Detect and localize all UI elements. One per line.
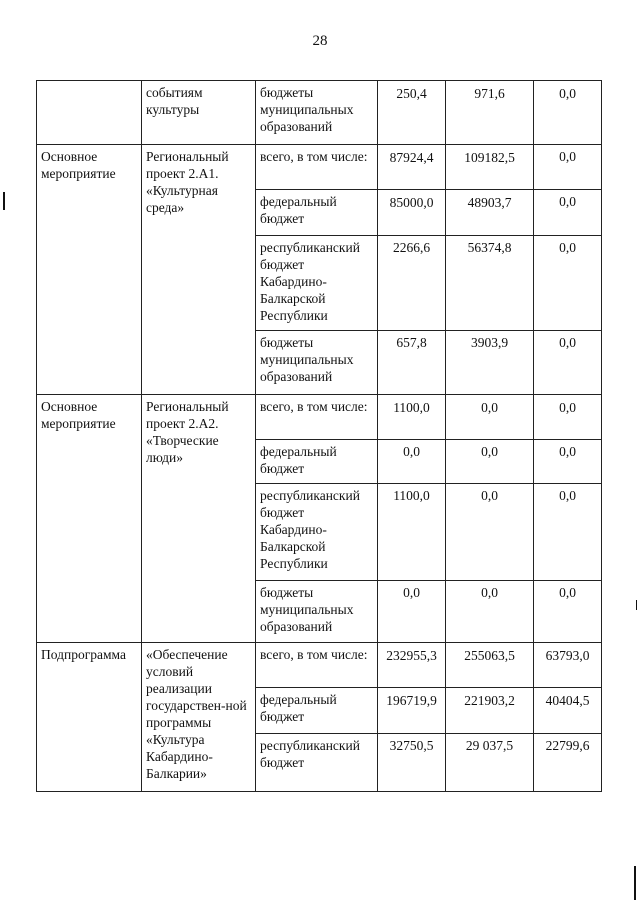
value-cell-1: 1100,0 [378,395,446,440]
funding-source-cell: всего, в том числе: [256,145,378,190]
funding-source-cell: республиканский бюджет Кабардино-Балкарской Республики [256,484,378,581]
program-name-cell: Основное мероприятие [37,145,142,395]
value-cell-2: 0,0 [446,440,534,484]
value-cell-2: 255063,5 [446,643,534,688]
value-cell-3: 0,0 [534,236,602,331]
value-cell-2: 3903,9 [446,331,534,395]
budget-table [36,80,602,792]
table-row [37,81,602,145]
value-cell-1: 250,4 [378,81,446,145]
funding-source-cell: республиканский бюджет [256,734,378,792]
funding-source-cell: всего, в том числе: [256,395,378,440]
value-cell-2: 109182,5 [446,145,534,190]
scan-edge-mark [634,866,636,900]
scan-edge-mark [3,192,5,210]
value-cell-3: 0,0 [534,395,602,440]
value-cell-2: 0,0 [446,581,534,643]
value-cell-1: 0,0 [378,581,446,643]
funding-source-cell: всего, в том числе: [256,643,378,688]
value-cell-1: 87924,4 [378,145,446,190]
value-cell-2: 29 037,5 [446,734,534,792]
program-title-cell: Региональный проект 2.А1. «Культурная среда» [142,145,256,395]
value-cell-1: 32750,5 [378,734,446,792]
value-cell-3: 0,0 [534,440,602,484]
value-cell-3: 0,0 [534,331,602,395]
funding-source-cell: бюджеты муниципальных образований [256,81,378,145]
program-name-cell [37,81,142,145]
value-cell-3: 40404,5 [534,688,602,734]
value-cell-1: 232955,3 [378,643,446,688]
value-cell-1: 0,0 [378,440,446,484]
funding-source-cell: федеральный бюджет [256,190,378,236]
funding-source-cell: бюджеты муниципальных образований [256,581,378,643]
program-title-cell: «Обеспечение условий реализации государствен-ной программы «Культура Кабардино-Балкарии» [142,643,256,792]
value-cell-2: 56374,8 [446,236,534,331]
program-name-cell: Основное мероприятие [37,395,142,643]
funding-source-cell: бюджеты муниципальных образований [256,331,378,395]
value-cell-3: 0,0 [534,581,602,643]
value-cell-1: 657,8 [378,331,446,395]
value-cell-2: 48903,7 [446,190,534,236]
program-title-cell: событиям культуры [142,81,256,145]
value-cell-3: 0,0 [534,484,602,581]
table-row [37,395,602,440]
value-cell-3: 22799,6 [534,734,602,792]
value-cell-2: 221903,2 [446,688,534,734]
value-cell-3: 63793,0 [534,643,602,688]
value-cell-1: 2266,6 [378,236,446,331]
value-cell-1: 85000,0 [378,190,446,236]
value-cell-2: 0,0 [446,484,534,581]
page-number: 28 [312,33,328,49]
value-cell-3: 0,0 [534,81,602,145]
value-cell-1: 196719,9 [378,688,446,734]
value-cell-2: 0,0 [446,395,534,440]
scan-edge-mark [636,600,637,610]
value-cell-3: 0,0 [534,190,602,236]
program-title-cell: Региональный проект 2.А2. «Творческие люди» [142,395,256,643]
value-cell-2: 971,6 [446,81,534,145]
program-name-cell: Подпрограмма [37,643,142,792]
value-cell-1: 1100,0 [378,484,446,581]
funding-source-cell: федеральный бюджет [256,688,378,734]
funding-source-cell: республиканский бюджет Кабардино-Балкарской Республики [256,236,378,331]
table-row [37,145,602,190]
value-cell-3: 0,0 [534,145,602,190]
table-row [37,643,602,688]
funding-source-cell: федеральный бюджет [256,440,378,484]
